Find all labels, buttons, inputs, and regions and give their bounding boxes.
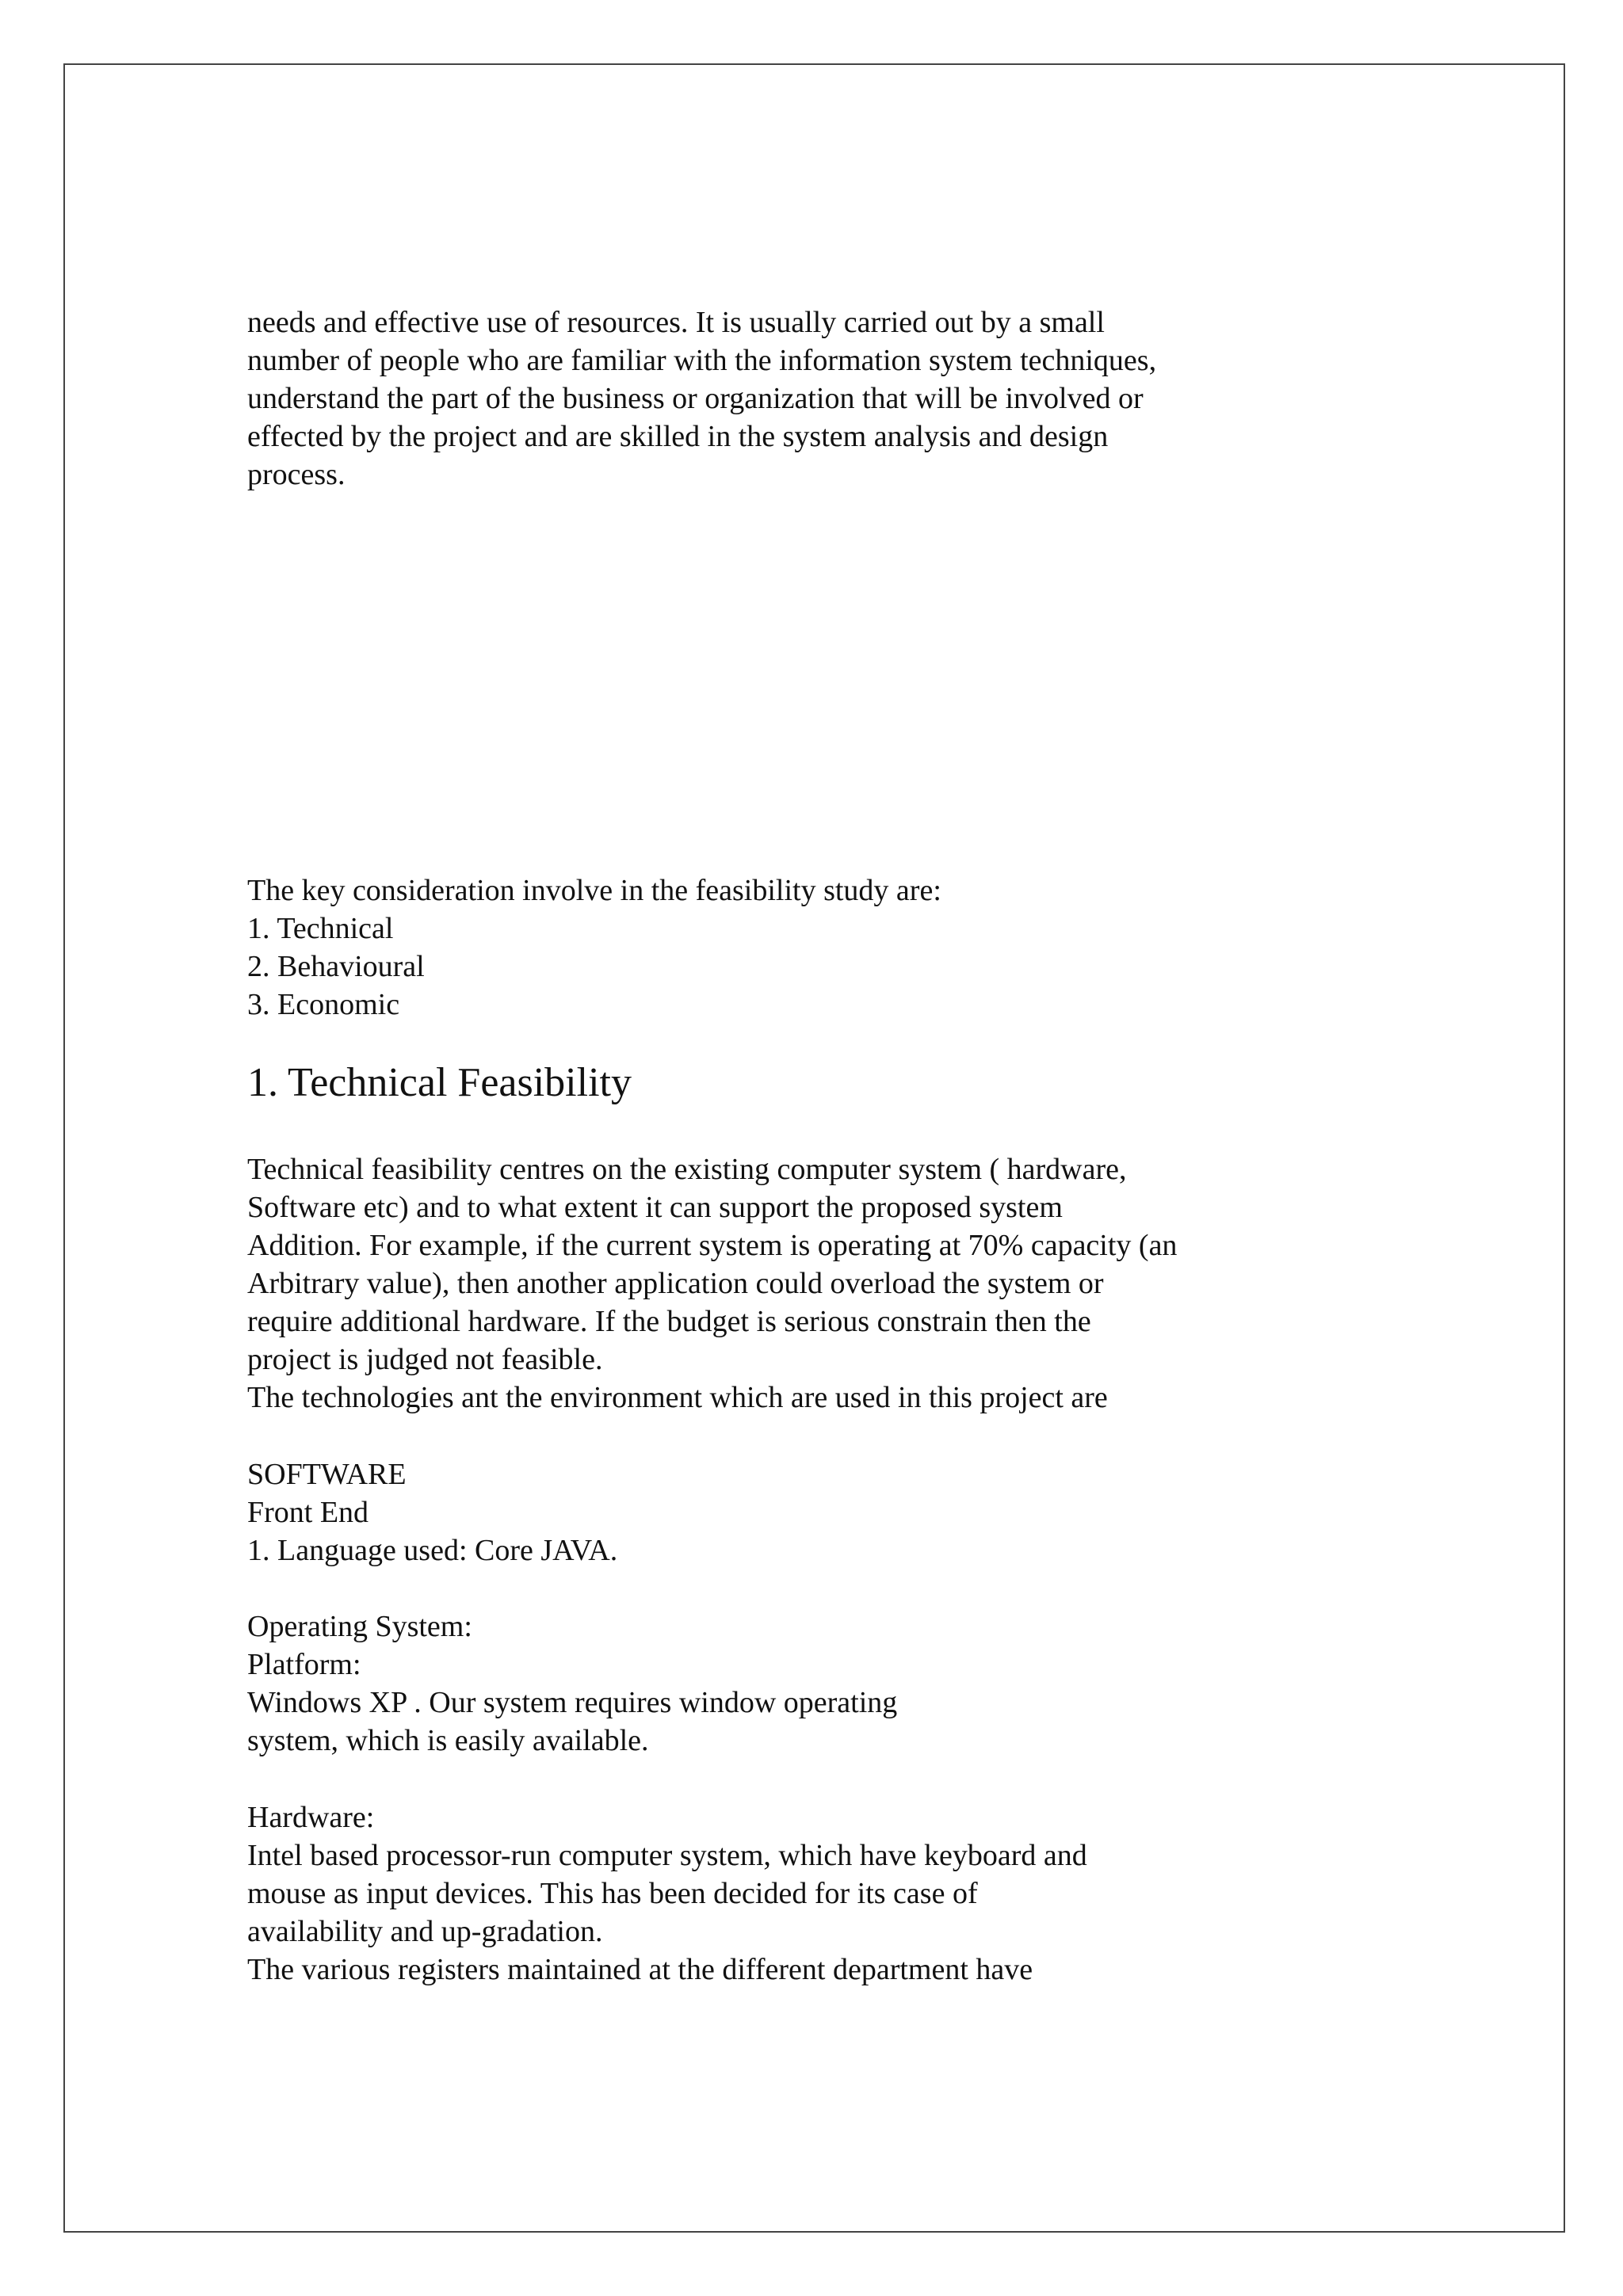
software-heading: SOFTWARE <box>247 1458 407 1491</box>
text-line: The various registers maintained at the different department have <box>247 1953 1033 1986</box>
text-line: effected by the project and are skilled in the system analysis and design <box>247 420 1109 453</box>
software-block <box>247 1455 1357 1569</box>
text-line: Intel based processor-run computer system, which have keyboard and <box>247 1839 1087 1872</box>
os-heading: Operating System: <box>247 1610 472 1643</box>
section-heading: 1. Technical Feasibility <box>247 1060 632 1105</box>
text-line: needs and effective use of resources. It is usually carried out by a small <box>247 306 1105 339</box>
os-block <box>247 1608 1357 1760</box>
text-line: project is judged not feasible. <box>247 1343 603 1376</box>
intro-paragraph <box>247 303 1357 494</box>
text-line: Software etc) and to what extent it can support the proposed system <box>247 1191 1063 1224</box>
text-line: Platform: <box>247 1648 361 1681</box>
considerations-list <box>247 871 1357 1024</box>
text-line: Windows XP . Our system requires window operating <box>247 1686 898 1719</box>
hardware-block <box>247 1798 1357 1989</box>
text-line: system, which is easily available. <box>247 1724 649 1757</box>
list-item: 3. Economic <box>247 988 400 1021</box>
text-line: number of people who are familiar with the information system techniques, <box>247 344 1157 377</box>
list-item: 1. Technical <box>247 912 394 945</box>
text-line: availability and up-gradation. <box>247 1915 603 1948</box>
text-line: The technologies ant the environment which are used in this project are <box>247 1381 1108 1414</box>
hardware-heading: Hardware: <box>247 1801 375 1834</box>
list-item: 2. Behavioural <box>247 950 425 983</box>
text-line: 1. Language used: Core JAVA. <box>247 1534 618 1567</box>
text-line: Technical feasibility centres on the existing computer system ( hardware, <box>247 1153 1127 1186</box>
text-line: Addition. For example, if the current system is operating at 70% capacity (an <box>247 1229 1178 1262</box>
text-line: understand the part of the business or organization that will be involved or <box>247 382 1144 415</box>
technical-paragraph <box>247 1150 1357 1417</box>
text-line: Arbitrary value), then another application could overload the system or <box>247 1267 1104 1300</box>
text-line: require additional hardware. If the budget is serious constrain then the <box>247 1305 1091 1338</box>
text-line: mouse as input devices. This has been decided for its case of <box>247 1877 978 1910</box>
text-line: Front End <box>247 1496 369 1529</box>
text-line: process. <box>247 458 346 491</box>
considerations-lead: The key consideration involve in the feasibility study are: <box>247 874 941 907</box>
